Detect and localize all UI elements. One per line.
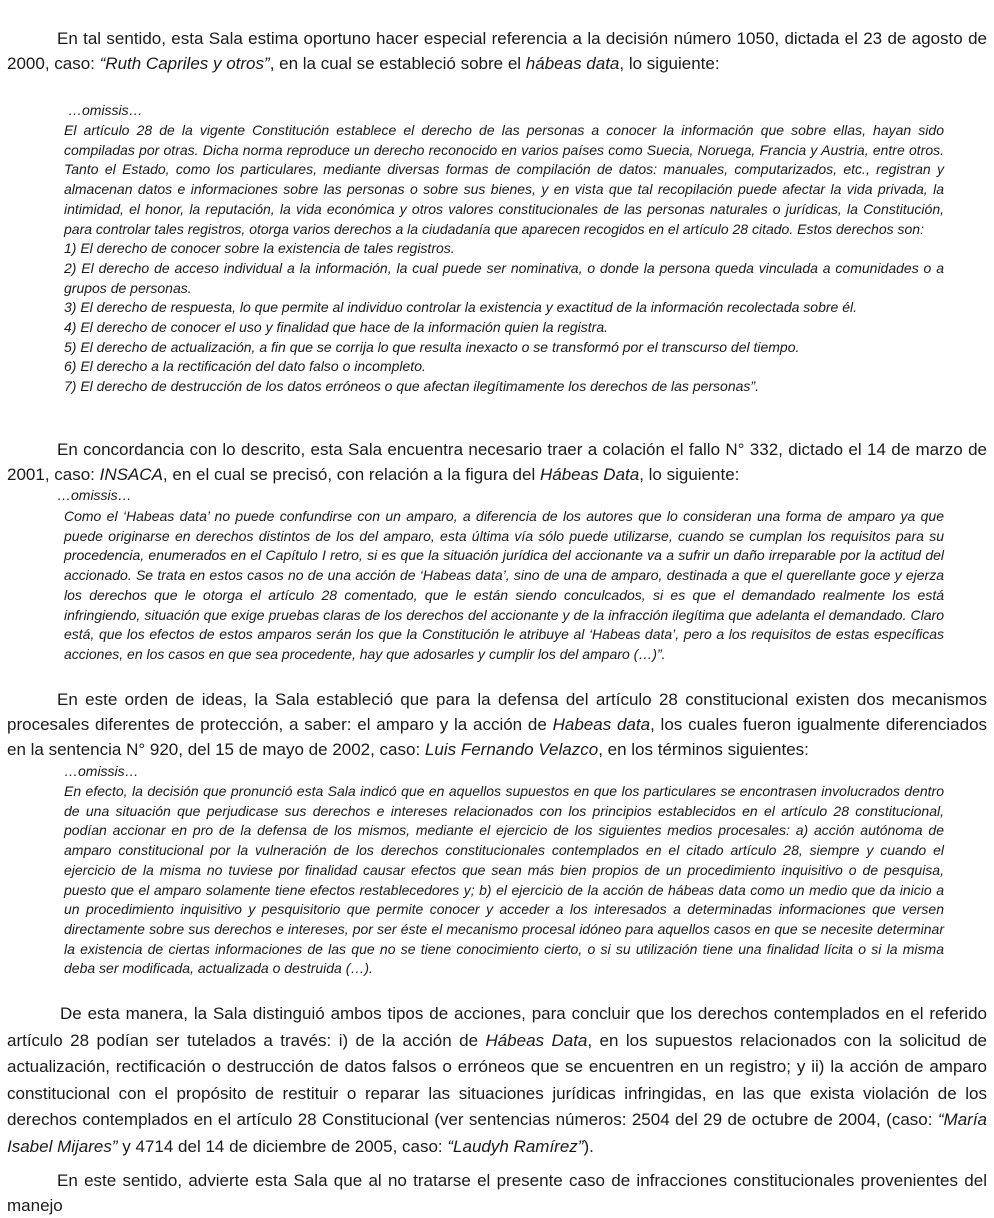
paragraph-2-text-a: En concordancia con lo descrito, esta Sala encuentra necesario traer a colación el fallo N° 332, dictado el 14 de marzo de 2001, caso: [7, 440, 987, 484]
paragraph-2 [7, 437, 987, 487]
term-habeas-data-3: Habeas data [552, 715, 651, 734]
paragraph-1-text-e: , lo siguiente: [619, 54, 720, 73]
quote-1-item-2: 2) El derecho de acceso individual a la información, la cual puede ser nominativa, o donde la persona queda vinculada a comunidades o a grupos de personas. [64, 259, 944, 296]
case-name-ruth-capriles: “Ruth Capriles y otros” [99, 54, 270, 73]
case-name-insaca: INSACA [99, 465, 163, 484]
case-name-laudyh-ramirez: “Laudyh Ramírez” [447, 1136, 584, 1156]
paragraph-4 [7, 1001, 987, 1160]
paragraph-4-text-a: De esta manera, la Sala distinguió ambos tipos de acciones, para concluir que los derechos contemplados en el referido artículo 28 podían ser tutelados a través: i) de la acción de [7, 1004, 987, 1050]
paragraph-5 [7, 1168, 987, 1218]
term-habeas-data-4: Hábeas Data [485, 1030, 588, 1050]
case-name-maria-isabel-mijares: “María Isabel Mijares” [7, 1110, 987, 1156]
term-habeas-data-2: Hábeas Data [539, 465, 640, 484]
quote-block-3 [64, 782, 944, 979]
paragraph-1-text-a: En tal sentido, esta Sala estima oportuno hacer especial referencia a la decisión número 1050, dictada el 23 de agosto de 2000, caso: [7, 29, 987, 73]
quote-1-item-3: 3) El derecho de respuesta, lo que permite al individuo controlar la existencia y exactitud de la información recolectada sobre él. [64, 299, 857, 316]
quote-1-intro: El artículo 28 de la vigente Constitución establece el derecho de las personas a conocer la información que sobre ellas, hayan sido compiladas por otras. Dicha norma reproduce un derecho reconocido en varios países como Suecia, Noruega, Francia y Austria, entre otros. Tanto el Estado, como los particulares, mediante diversas formas de compilación de datos: manuales, computarizados, etc., registran y almacenan datos e informaciones sobre las personas o sobre sus bienes, y en vista que tal recopilación puede afectar la vida privada, la intimidad, el honor, la reputación, la vida económica y otros valores constitucionales de las personas naturales o jurídicas, la Constitución, para controlar tales registros, otorga varios derechos a la ciudadanía que aparecen recogidos en el artículo 28 citado. Estos derechos son: [64, 122, 944, 237]
paragraph-3-text-a: En este orden de ideas, la Sala estableció que para la defensa del artículo 28 constitucional existen dos mecanismos procesales diferentes de protección, a saber: el amparo y la acción de [7, 690, 987, 734]
paragraph-1 [7, 26, 987, 76]
paragraph-3-text-c: , los cuales fueron igualmente diferenciados en la sentencia N° 920, del 15 de mayo de 2002, caso: [7, 715, 988, 759]
paragraph-1-text-c: , en la cual se estableció sobre el [269, 54, 526, 73]
omissis-2: …omissis… [57, 487, 132, 503]
term-habeas-data: hábeas data [525, 54, 620, 73]
paragraph-4-text-c: , en los supuestos relacionados con la solicitud de actualización, rectificación o destrucción de datos falsos o erróneos que se encuentren en un registro; y ii) la acción de amparo constitucional con el propósito de restituir o reparar las situaciones jurídicas infringidas, en las que exista violación de los derechos contemplados en el artículo 28 Constitucional (ver sentencias números: 2504 del 29 de octubre de 2004, (caso: [7, 1030, 988, 1129]
quote-1-item-4: 4) El derecho de conocer el uso y finalidad que hace de la información quien la registra. [64, 319, 608, 336]
quote-1-item-1: 1) El derecho de conocer sobre la existencia de tales registros. [64, 240, 455, 257]
quote-1-item-5: 5) El derecho de actualización, a fin que se corrija lo que resulta inexacto o se transformó por el transcurso del tiempo. [64, 338, 800, 355]
quote-3-text: En efecto, la decisión que pronunció esta Sala indicó que en aquellos supuestos en que los particulares se encontrasen involucrados dentro de una situación que perjudicase sus derechos e intereses relacionados con los principios establecidos en el artículo 28 constitucional, podían accionar en pro de la defensa de los mismos, mediante el ejercicio de los siguientes medios procesales: a) acción autónoma de amparo constitucional por la vulneración de los derechos constitucionales contemplados en el citado artículo 28, siempre y cuando el ejercicio de la misma no tuviese por finalidad causar efectos que sean más bien propios de un procedimiento inquisitivo o de pesquisa, puesto que el amparo solamente tiene efectos restablecedores y; b) el ejercicio de la acción de hábeas data como un medio que da inicio a un procedimiento inquisitivo y pesquisitorio que permite conocer y acceder a los interesados a determinadas informaciones que versen directamente sobre sus derechos e intereses, por ser éste el mecanismo procesal idóneo para aquellos casos en que se necesite determinar la existencia de ciertas informaciones de las que no se tiene conocimiento cierto, o si su utilización tiene una finalidad lícita o si la misma deba ser modificada, actualizada o destruida (…). [64, 783, 944, 977]
paragraph-4-text-e: y 4714 del 14 de diciembre de 2005, caso: [117, 1136, 448, 1156]
quote-1-item-6: 6) El derecho a la rectificación del dato falso o incompleto. [64, 358, 426, 375]
paragraph-3-text-e: , en los términos siguientes: [598, 740, 809, 759]
paragraph-3 [7, 687, 987, 762]
case-name-luis-fernando-velazco: Luis Fernando Velazco [424, 740, 599, 759]
omissis-3: …omissis… [64, 763, 139, 779]
quote-1-item-7: 7) El derecho de destrucción de los datos erróneos o que afectan ilegítimamente los derechos de las personas”. [64, 378, 759, 395]
paragraph-4-text-g: ). [583, 1136, 594, 1156]
paragraph-2-text-e: , lo siguiente: [639, 465, 740, 484]
paragraph-5-text: En este sentido, advierte esta Sala que al no tratarse el presente caso de infracciones constitucionales provenientes del manejo [7, 1171, 987, 1215]
omissis-1: …omissis… [68, 102, 143, 118]
quote-block-1 [64, 121, 944, 397]
paragraph-2-text-c: , en el cual se precisó, con relación a la figura del [162, 465, 540, 484]
quote-2-text: Como el ‘Habeas data’ no puede confundirse con un amparo, a diferencia de los autores que lo consideran una forma de amparo ya que puede originarse en derechos distintos de los del amparo, esta última vía sólo puede utilizarse, cuando se cumplan los requisitos para su procedencia, enumerados en el Capítulo I retro, si es que la situación jurídica del accionante va a sufrir un daño irreparable por la actitud del accionado. Se trata en estos casos no de una acción de ‘Habeas data’, sino de una de amparo, destinada a que el querellante goce y ejerza los derechos que le otorga el artículo 28 comentado, que le están siendo conculcados, si es que el demandado realmente los está infringiendo, situación que exige pruebas claras de los derechos del accionante y de la infracción ilegítima que adelanta el demandado. Claro está, que los efectos de estos amparos serán los que la Constitución le atribuye al ‘Habeas data’, pero a los requisitos de estas específicas acciones, en los casos en que sea procedente, hay que adosarles y cumplir los del amparo (…)”. [64, 508, 944, 662]
quote-block-2 [64, 507, 944, 665]
